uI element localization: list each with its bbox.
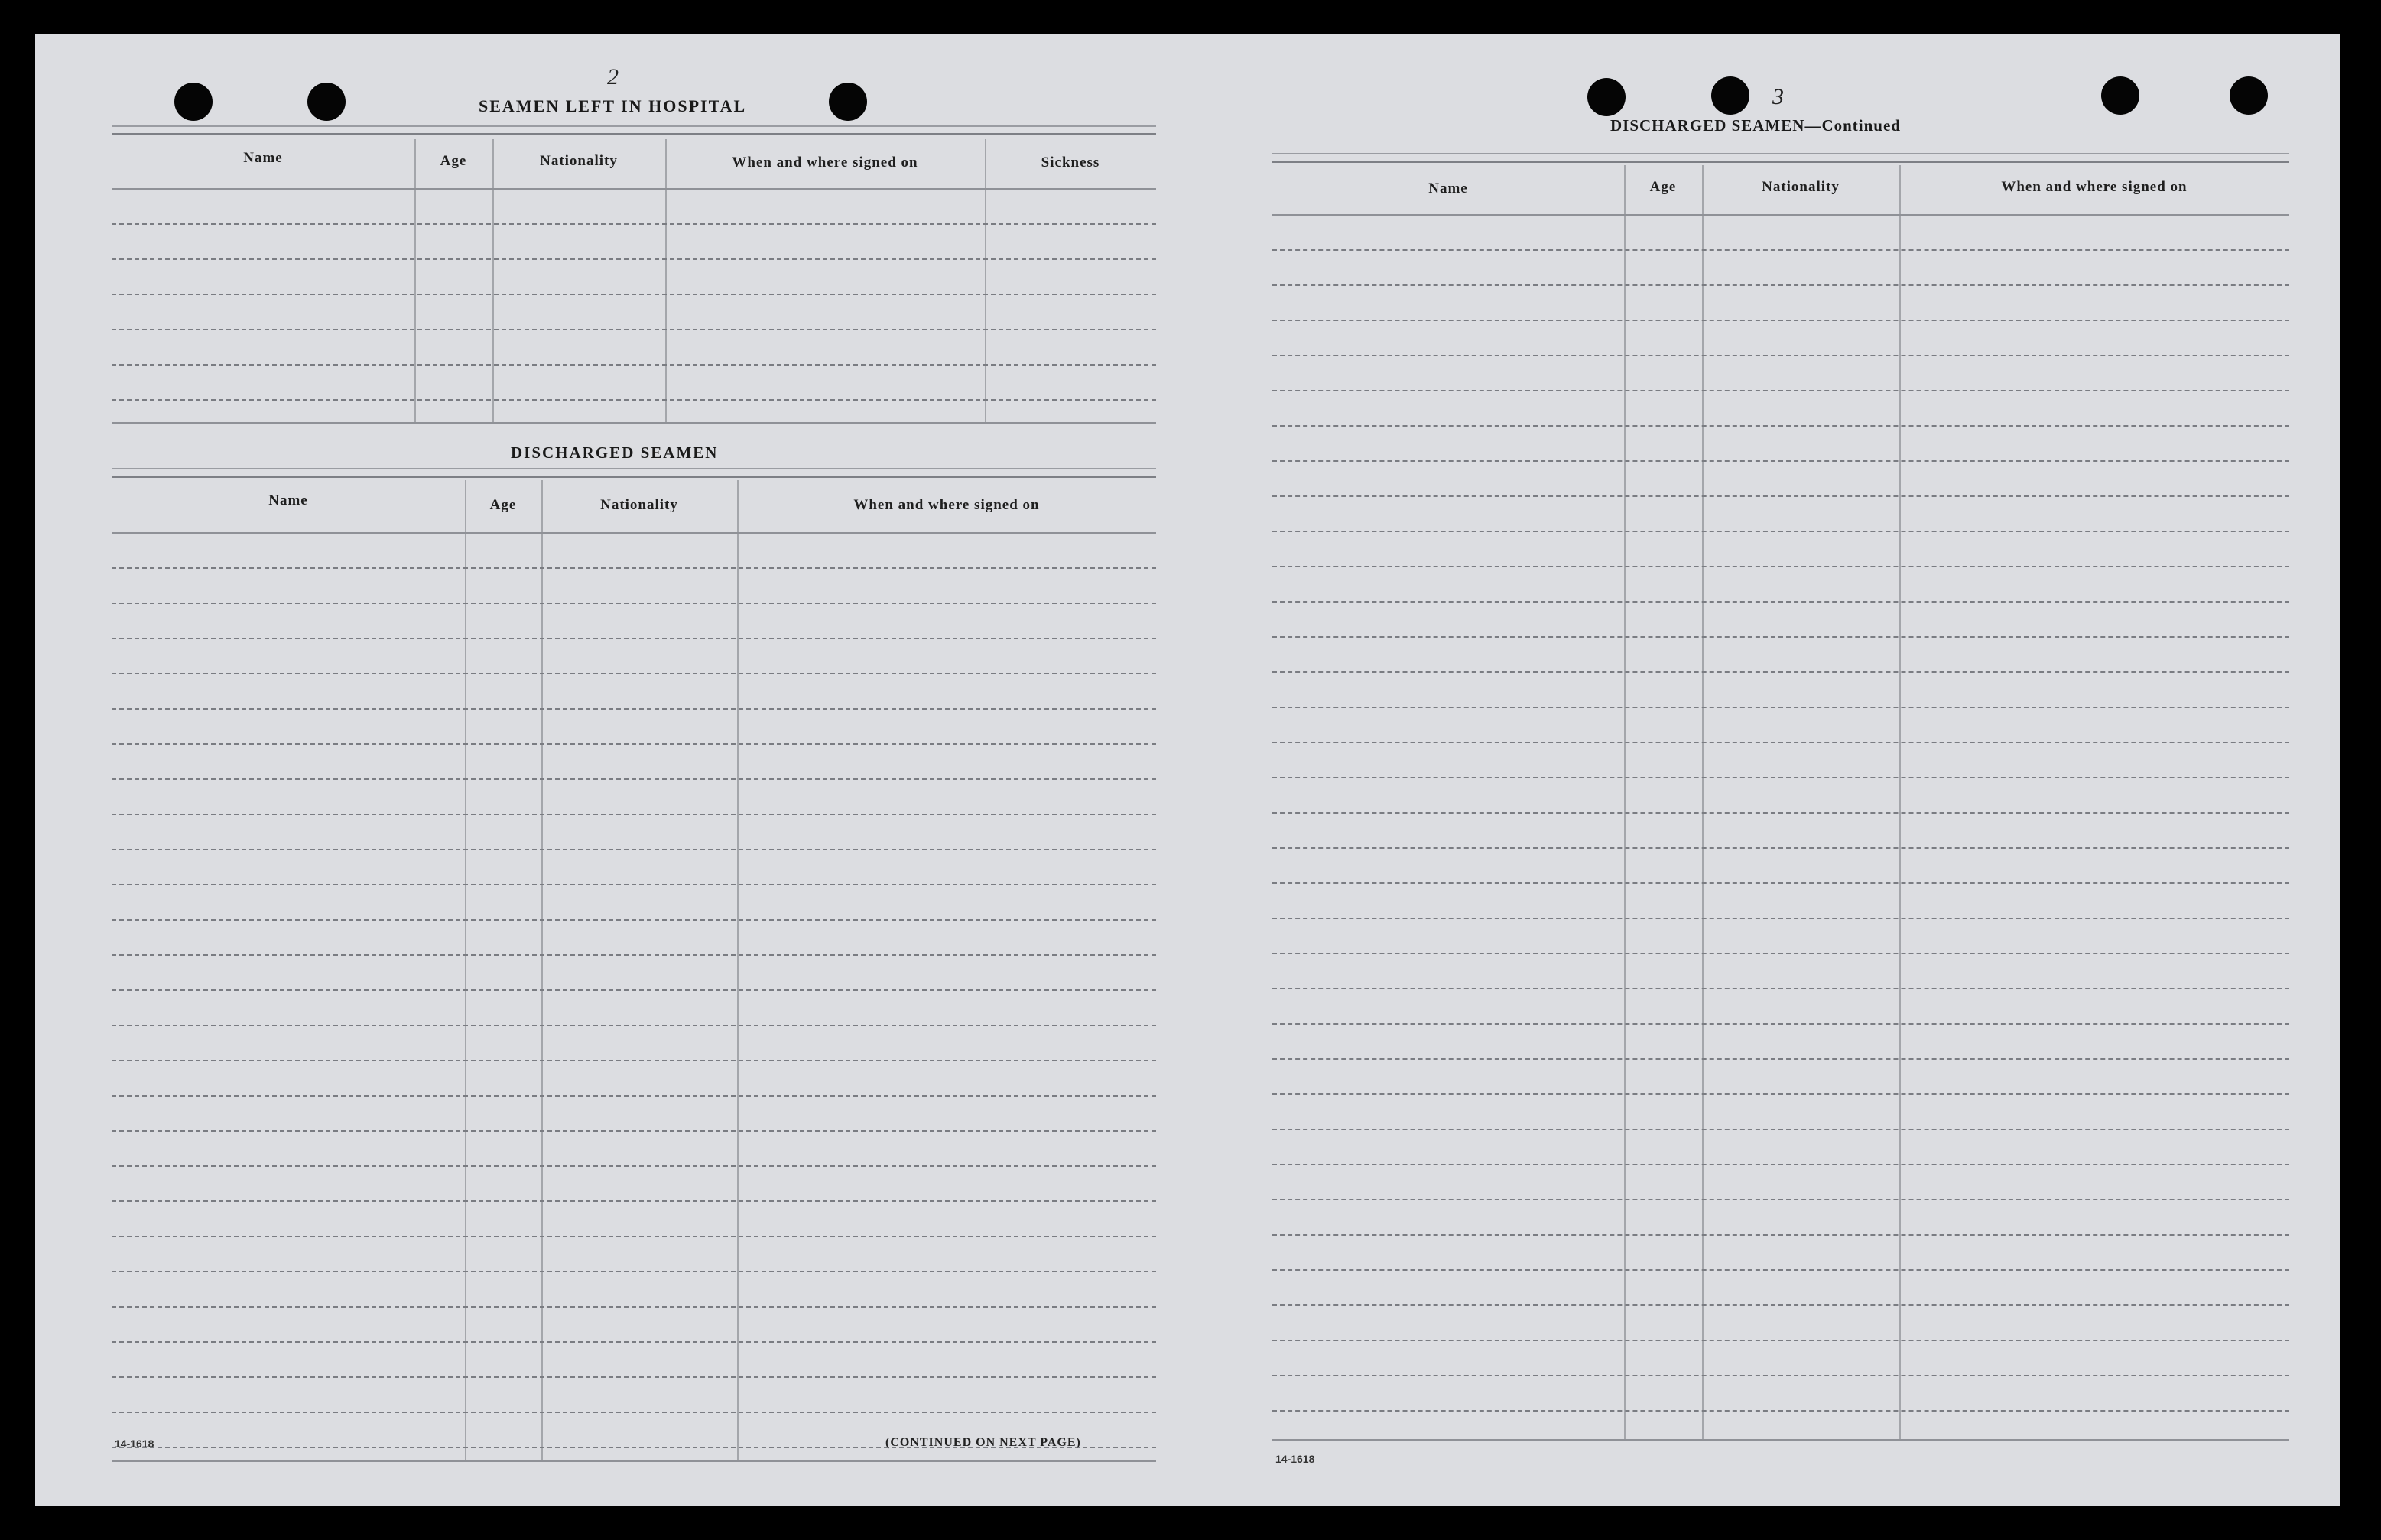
entry-line	[112, 1376, 1156, 1378]
entry-line	[1272, 1340, 2289, 1341]
entry-line	[1272, 812, 2289, 814]
column-header-when-where-signed-on: When and where signed on	[853, 497, 1040, 513]
divider	[112, 476, 1156, 478]
entry-line	[112, 743, 1156, 745]
entry-line	[112, 399, 1156, 401]
punch-hole	[2230, 76, 2268, 115]
entry-line	[1272, 847, 2289, 849]
entry-line	[112, 849, 1156, 850]
punch-hole	[1587, 78, 1626, 116]
entry-line	[1272, 1129, 2289, 1130]
column-header-when-where-signed-on: When and where signed on	[2001, 179, 2188, 195]
entry-line	[112, 1412, 1156, 1413]
entry-line	[112, 329, 1156, 330]
divider	[112, 133, 1156, 135]
entry-line	[112, 1236, 1156, 1237]
divider	[1272, 161, 2289, 163]
entry-line	[112, 223, 1156, 225]
header-rule	[1272, 214, 2289, 216]
document-sheet	[35, 34, 2340, 1506]
entry-line	[112, 919, 1156, 921]
entry-line	[112, 954, 1156, 956]
punch-hole	[829, 83, 867, 121]
entry-line	[1272, 988, 2289, 989]
column-header-when-where-signed-on: When and where signed on	[732, 154, 918, 171]
entry-line	[1272, 425, 2289, 427]
entry-line	[112, 603, 1156, 604]
entry-line	[1272, 1410, 2289, 1412]
entry-line	[112, 1060, 1156, 1061]
column-header-nationality: Nationality	[540, 153, 618, 169]
entry-line	[112, 814, 1156, 815]
divider	[112, 125, 1156, 127]
entry-line	[112, 364, 1156, 366]
page-number: 2	[607, 64, 619, 89]
column-header-sickness: Sickness	[1041, 154, 1100, 171]
entry-line	[1272, 460, 2289, 462]
header-rule	[112, 532, 1156, 534]
column-divider	[985, 139, 986, 424]
column-divider	[737, 480, 739, 1460]
entry-line	[1272, 1234, 2289, 1236]
entry-line	[1272, 566, 2289, 567]
entry-line	[1272, 882, 2289, 884]
entry-line	[112, 778, 1156, 780]
right-page	[1182, 34, 2340, 1506]
entry-line	[1272, 918, 2289, 919]
entry-line	[1272, 601, 2289, 603]
page-number: 3	[1772, 84, 1784, 109]
entry-line	[1272, 249, 2289, 251]
entry-line	[1272, 531, 2289, 532]
column-divider	[541, 480, 543, 1460]
form-number: 14-1618	[115, 1438, 154, 1450]
section-title-discharged-seamen-continued: DISCHARGED SEAMEN—Continued	[1610, 116, 1901, 135]
entry-line	[1272, 1375, 2289, 1376]
entry-line	[112, 638, 1156, 639]
entry-line	[1272, 953, 2289, 954]
entry-line	[1272, 355, 2289, 356]
entry-line	[112, 989, 1156, 991]
entry-line	[1272, 636, 2289, 638]
column-divider	[492, 139, 494, 424]
continued-note: (CONTINUED ON NEXT PAGE)	[885, 1436, 1081, 1449]
entry-line	[1272, 284, 2289, 286]
form-number: 14-1618	[1275, 1453, 1315, 1465]
entry-line	[112, 294, 1156, 295]
entry-line	[112, 1165, 1156, 1167]
column-divider	[665, 139, 667, 424]
entry-line	[1272, 1199, 2289, 1200]
column-header-nationality: Nationality	[1762, 179, 1840, 195]
entry-line	[1272, 707, 2289, 708]
entry-line	[1272, 742, 2289, 743]
entry-line	[1272, 1269, 2289, 1271]
table-bottom-rule	[112, 1460, 1156, 1462]
entry-line	[112, 884, 1156, 885]
column-header-nationality: Nationality	[600, 497, 678, 513]
column-header-age: Age	[440, 153, 467, 169]
entry-line	[112, 1130, 1156, 1132]
entry-line	[1272, 1304, 2289, 1306]
column-header-name: Name	[243, 150, 283, 166]
entry-line	[1272, 390, 2289, 391]
punch-hole	[174, 83, 213, 121]
entry-line	[112, 1095, 1156, 1097]
column-header-age: Age	[489, 497, 517, 513]
punch-hole	[2101, 76, 2139, 115]
divider	[1272, 153, 2289, 154]
column-header-name: Name	[1428, 180, 1468, 197]
entry-line	[1272, 1023, 2289, 1025]
entry-line	[1272, 777, 2289, 778]
section-title-seamen-left-in-hospital: SEAMEN LEFT IN HOSPITAL	[479, 96, 747, 115]
divider	[112, 468, 1156, 469]
entry-line	[112, 258, 1156, 260]
discharged-table	[112, 480, 1156, 1474]
column-header-age: Age	[1649, 179, 1677, 195]
entry-line	[112, 1271, 1156, 1272]
left-page	[35, 34, 1182, 1506]
section-title-discharged-seamen: DISCHARGED SEAMEN	[511, 443, 719, 462]
entry-line	[1272, 495, 2289, 497]
entry-line	[112, 1341, 1156, 1343]
entry-line	[1272, 671, 2289, 673]
table-bottom-rule	[1272, 1439, 2289, 1441]
entry-line	[1272, 1093, 2289, 1095]
entry-line	[112, 673, 1156, 674]
punch-hole	[1711, 76, 1749, 115]
column-divider	[414, 139, 416, 424]
hospital-table	[112, 139, 1156, 460]
punch-hole	[307, 83, 346, 121]
entry-line	[112, 1200, 1156, 1202]
column-header-name: Name	[268, 492, 308, 508]
header-rule	[112, 188, 1156, 190]
entry-line	[1272, 320, 2289, 321]
entry-line	[1272, 1058, 2289, 1060]
discharged-continued-table	[1272, 165, 2289, 1465]
entry-line	[1272, 1164, 2289, 1165]
entry-line	[112, 567, 1156, 569]
entry-line	[112, 708, 1156, 710]
table-bottom-rule	[112, 422, 1156, 424]
column-divider	[465, 480, 466, 1460]
entry-line	[112, 1306, 1156, 1308]
entry-line	[112, 1025, 1156, 1026]
